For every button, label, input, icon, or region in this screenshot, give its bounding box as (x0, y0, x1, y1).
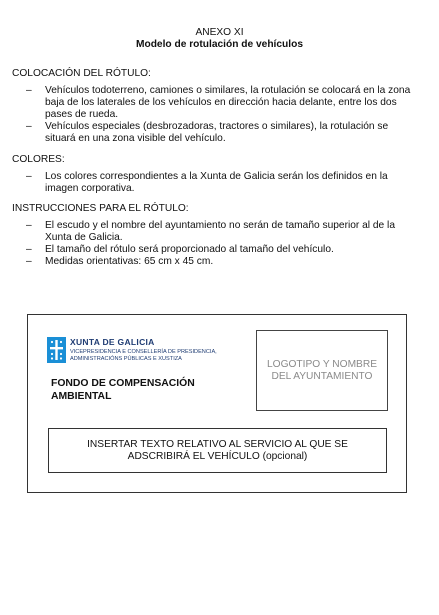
service-text: INSERTAR TEXTO RELATIVO AL SERVICIO AL QUE SE ADSCRIBIRÁ EL VEHÍCULO (opcional) (87, 438, 348, 462)
logo-placeholder-text: LOGOTIPO Y NOMBRE DEL AYUNTAMIENTO (266, 358, 377, 382)
list-item-text: Vehículos todoterreno, camiones o similares, la rotulación se colocará en la zona baja de los laterales de los vehículos en dirección hacia delante, entre los dos pases de rueda. (45, 85, 411, 120)
list-item (12, 85, 422, 121)
list-item-text: El escudo y el nombre del ayuntamiento no serán de tamaño superior al de la Xunta de Galicia. (45, 220, 395, 243)
annex-title: Modelo de rotulación de vehículos (136, 39, 303, 50)
annex-number: ANEXO XI (195, 27, 244, 38)
placement-list (12, 85, 422, 145)
instructions-list (12, 220, 422, 268)
list-item (12, 256, 422, 268)
municipality-logo-placeholder (256, 330, 388, 411)
xunta-logo (47, 337, 217, 363)
colors-list (12, 171, 422, 195)
section-instructions (12, 202, 422, 268)
vehicle-sign-model (27, 314, 407, 493)
bullet-dash: – (26, 171, 32, 182)
bullet-dash: – (26, 256, 32, 267)
brand-subtitle-line-1: VICEPRESIDENCIA E CONSELLERÍA DE PRESIDENCIA, (70, 349, 217, 355)
fund-name: FONDO DE COMPENSACIÓN AMBIENTAL (51, 378, 195, 402)
list-item (12, 171, 422, 195)
section-heading: COLORES: (12, 154, 65, 165)
section-heading: INSTRUCCIONES PARA EL RÓTULO: (12, 203, 189, 214)
list-item (12, 220, 422, 244)
list-item-text: Los colores correspondientes a la Xunta de Galicia serán los definidos en la imagen corporativa. (45, 171, 388, 194)
galicia-flag-icon (47, 337, 66, 363)
service-text-placeholder (48, 428, 387, 473)
bullet-dash: – (26, 244, 32, 255)
section-colors (12, 153, 422, 195)
section-heading: COLOCACIÓN DEL RÓTULO: (12, 68, 151, 79)
bullet-dash: – (26, 121, 32, 132)
brand-name: XUNTA DE GALICIA (70, 337, 155, 347)
section-placement (12, 67, 422, 145)
list-item (12, 244, 422, 256)
list-item-text: Medidas orientativas: 65 cm x 45 cm. (45, 256, 214, 267)
list-item (12, 121, 422, 145)
bullet-dash: – (26, 85, 32, 96)
brand-subtitle-line-2: ADMINISTRACIÓNS PÚBLICAS E XUSTIZA (70, 356, 182, 362)
bullet-dash: – (26, 220, 32, 231)
list-item-text: Vehículos especiales (desbrozadoras, tractores o similares), la rotulación se situará en una zona visible del vehículo. (45, 121, 389, 144)
list-item-text: El tamaño del rótulo será proporcionado al tamaño del vehículo. (45, 244, 334, 255)
annex-header (0, 27, 439, 51)
